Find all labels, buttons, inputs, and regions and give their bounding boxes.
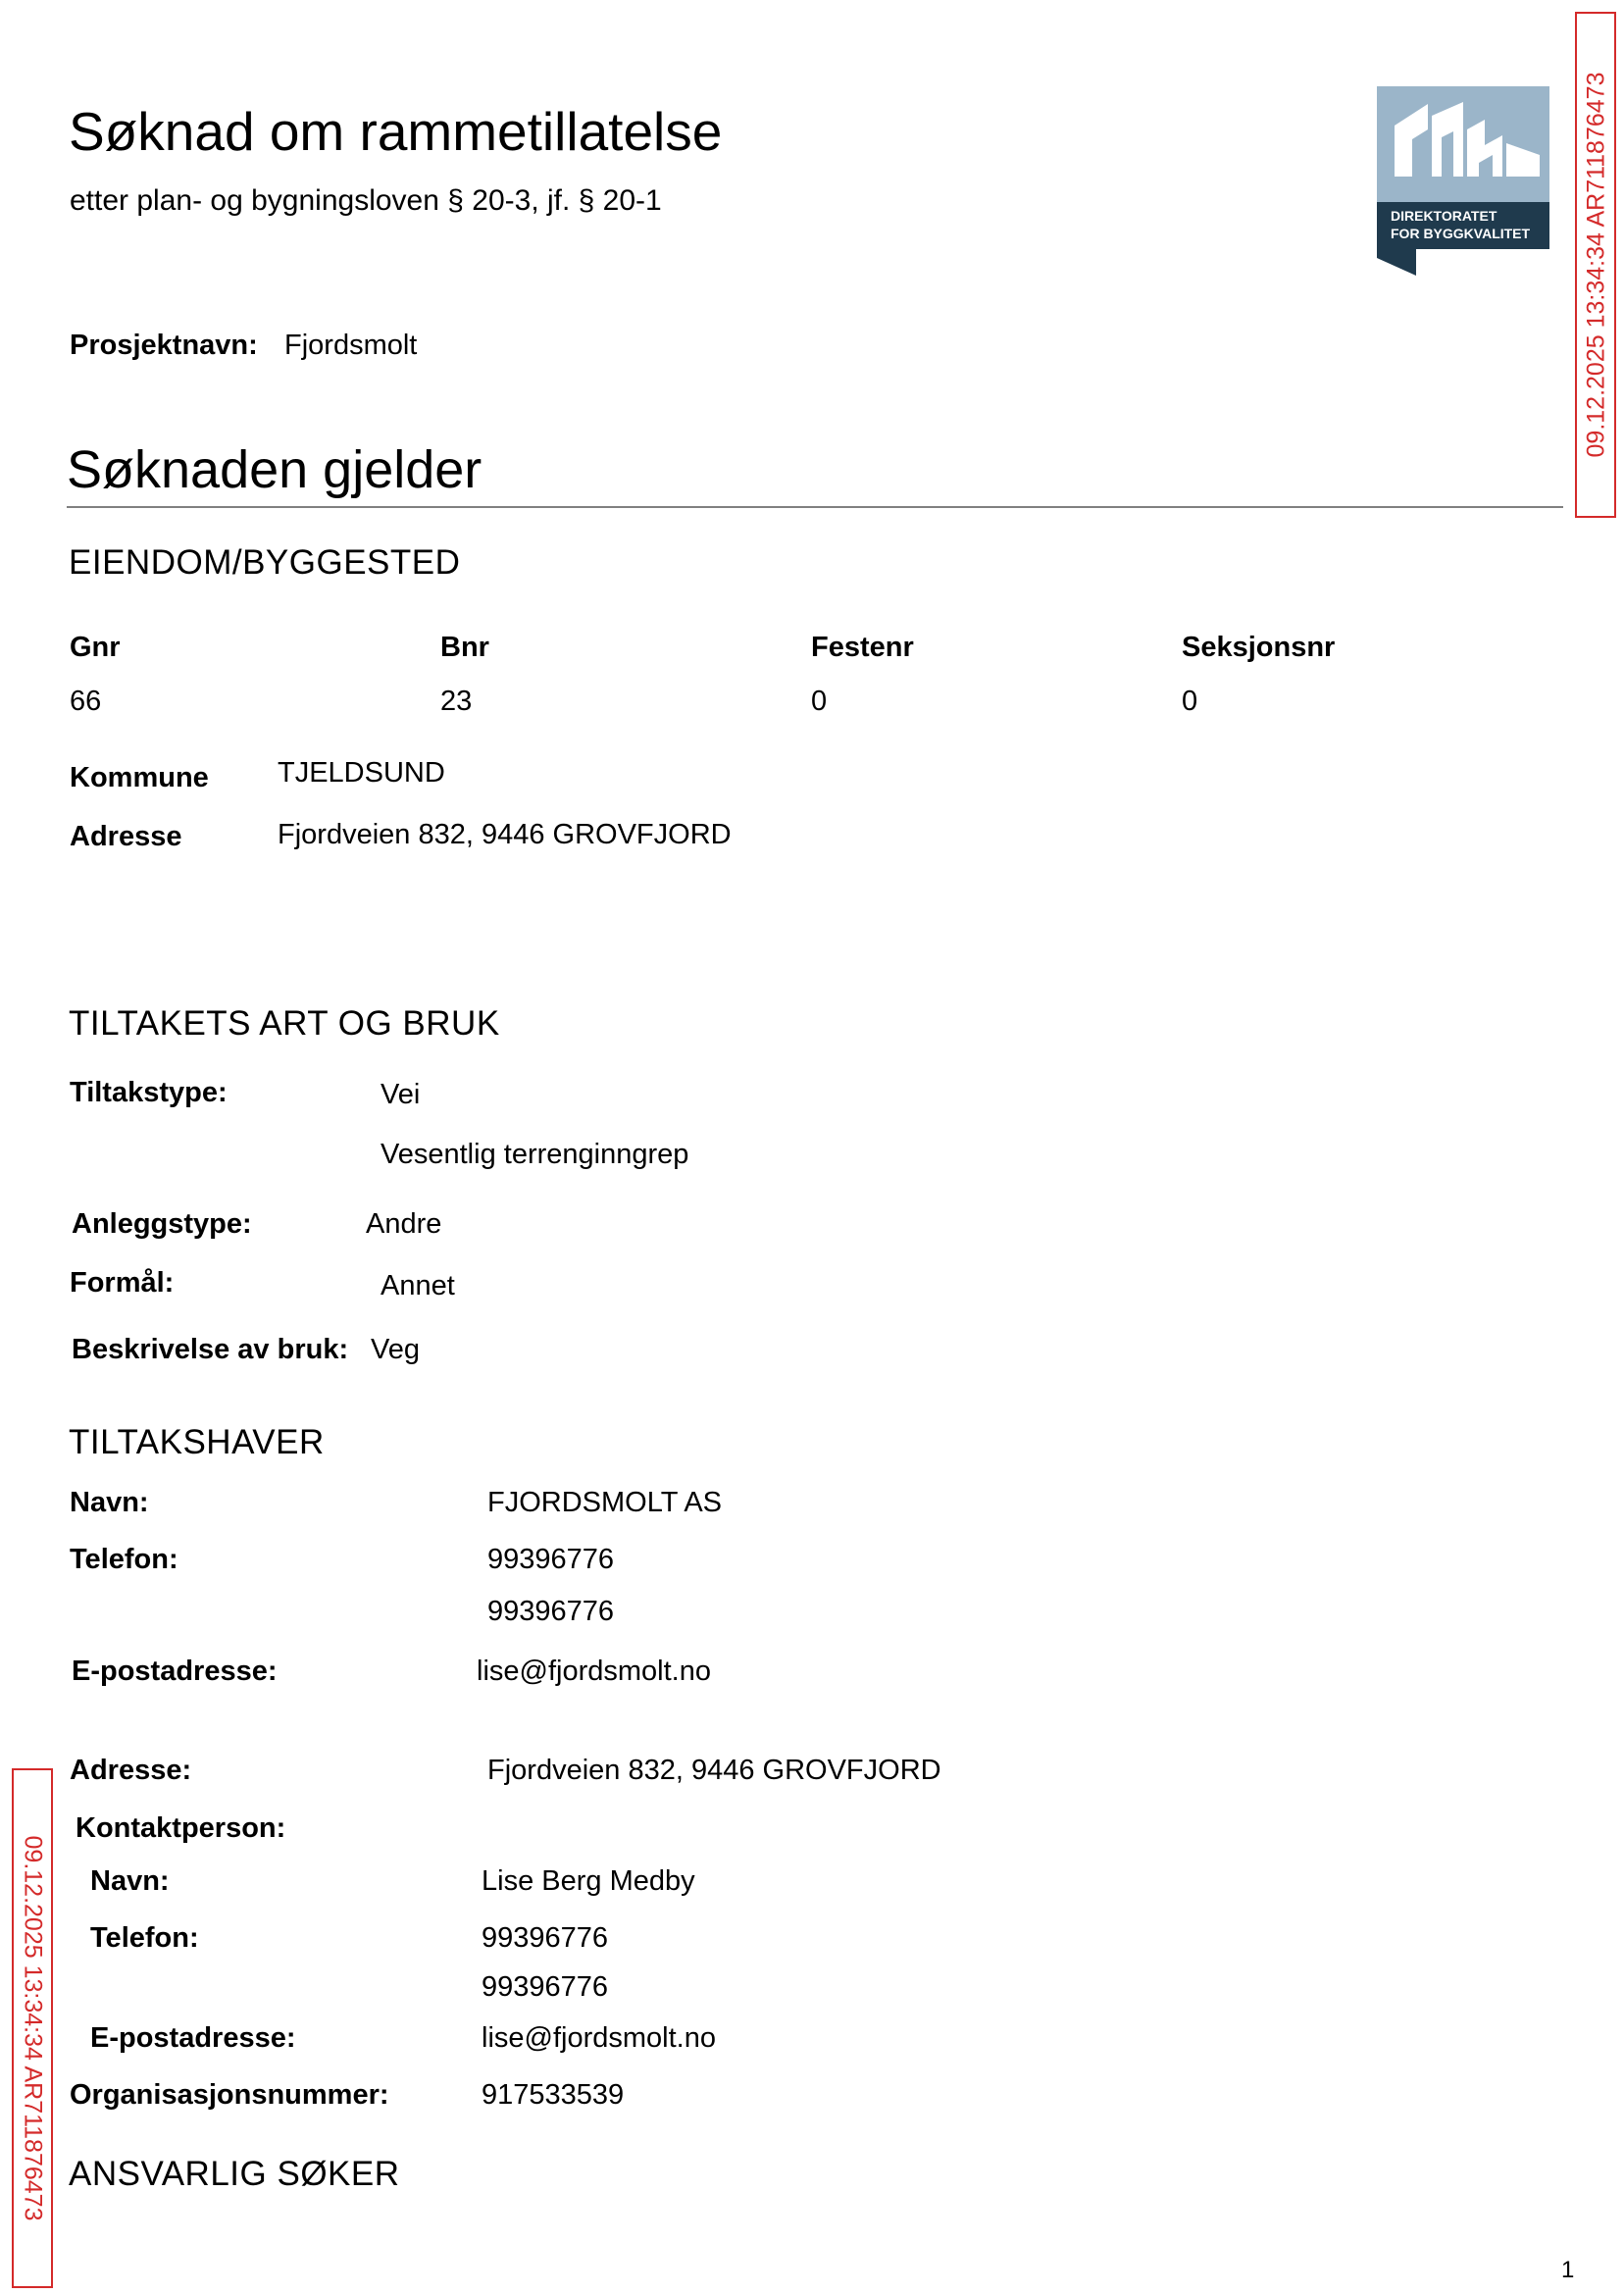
orgnr-label: Organisasjonsnummer: xyxy=(70,2079,389,2111)
seksjonsnr-value: 0 xyxy=(1182,686,1198,717)
kommune-value: TJELDSUND xyxy=(278,757,445,789)
tiltakshaver-telefon-label: Telefon: xyxy=(70,1544,178,1575)
tiltakshaver-epost-value: lise@fjordsmolt.no xyxy=(477,1656,711,1687)
registration-stamp-top xyxy=(1575,12,1616,518)
document-title: Søknad om rammetillatelse xyxy=(69,101,723,162)
seksjonsnr-label: Seksjonsnr xyxy=(1182,632,1336,663)
tiltakshaver-epost-label: E-postadresse: xyxy=(72,1656,278,1687)
formal-label: Formål: xyxy=(70,1267,175,1299)
logo-line1: DIREKTORATET xyxy=(1391,208,1497,224)
section-divider xyxy=(67,506,1563,508)
kontakt-navn-value: Lise Berg Medby xyxy=(482,1865,695,1897)
anleggstype-value: Andre xyxy=(366,1208,442,1240)
gnr-value: 66 xyxy=(70,686,102,717)
orgnr-value: 917533539 xyxy=(482,2079,625,2111)
stamp-text: 09.12.2025 13:34:34 AR711876473 xyxy=(19,1835,46,2221)
kontaktperson-label: Kontaktperson: xyxy=(76,1812,286,1844)
stamp-text: 09.12.2025 13:34:34 AR711876473 xyxy=(1582,72,1609,458)
kontakt-epost-label: E-postadresse: xyxy=(90,2022,296,2054)
eiendom-heading: EIENDOM/BYGGESTED xyxy=(69,543,461,582)
adresse-label: Adresse xyxy=(70,821,182,852)
tiltakshaver-adresse-value: Fjordveien 832, 9446 GROVFJORD xyxy=(487,1755,941,1786)
ansvarlig-soker-heading: ANSVARLIG SØKER xyxy=(69,2155,400,2193)
bnr-label: Bnr xyxy=(440,632,489,663)
logo-line2: FOR BYGGKVALITET xyxy=(1391,226,1531,241)
beskrivelse-value: Veg xyxy=(371,1334,420,1365)
page-number: 1 xyxy=(1561,2257,1575,2283)
registration-stamp-bottom xyxy=(12,1768,53,2288)
tiltak-heading: TILTAKETS ART OG BRUK xyxy=(69,1004,500,1043)
gnr-label: Gnr xyxy=(70,632,121,663)
kontakt-telefon-value-1: 99396776 xyxy=(482,1922,609,1954)
project-name-label: Prosjektnavn: xyxy=(70,330,258,361)
kontakt-telefon-value-2: 99396776 xyxy=(482,1971,609,2003)
tiltakshaver-telefon-value-2: 99396776 xyxy=(487,1596,615,1627)
festenr-label: Festenr xyxy=(811,632,914,663)
tiltakstype-value-2: Vesentlig terrenginngrep xyxy=(381,1139,689,1170)
kommune-label: Kommune xyxy=(70,762,209,793)
section-title: Søknaden gjelder xyxy=(67,440,482,499)
tiltakshaver-navn-label: Navn: xyxy=(70,1487,149,1518)
kontakt-epost-value: lise@fjordsmolt.no xyxy=(482,2022,716,2054)
dibk-logo xyxy=(1377,86,1549,276)
tiltakshaver-adresse-label: Adresse: xyxy=(70,1755,192,1786)
tiltakstype-value-1: Vei xyxy=(381,1079,421,1110)
formal-value: Annet xyxy=(381,1270,455,1301)
anleggstype-label: Anleggstype: xyxy=(72,1208,252,1240)
adresse-value: Fjordveien 832, 9446 GROVFJORD xyxy=(278,819,732,850)
project-name-value: Fjordsmolt xyxy=(284,330,418,361)
beskrivelse-label: Beskrivelse av bruk: xyxy=(72,1334,349,1365)
festenr-value: 0 xyxy=(811,686,828,717)
kontakt-telefon-label: Telefon: xyxy=(90,1922,199,1954)
kontakt-navn-label: Navn: xyxy=(90,1865,170,1897)
tiltakshaver-navn-value: FJORDSMOLT AS xyxy=(487,1487,723,1518)
tiltakshaver-heading: TILTAKSHAVER xyxy=(69,1423,325,1461)
document-subtitle: etter plan- og bygningsloven § 20-3, jf. § 20-1 xyxy=(70,184,662,217)
dibk-logo-graphic xyxy=(1377,86,1549,276)
tiltakstype-label: Tiltakstype: xyxy=(70,1077,228,1108)
tiltakshaver-telefon-value-1: 99396776 xyxy=(487,1544,615,1575)
bnr-value: 23 xyxy=(440,686,473,717)
